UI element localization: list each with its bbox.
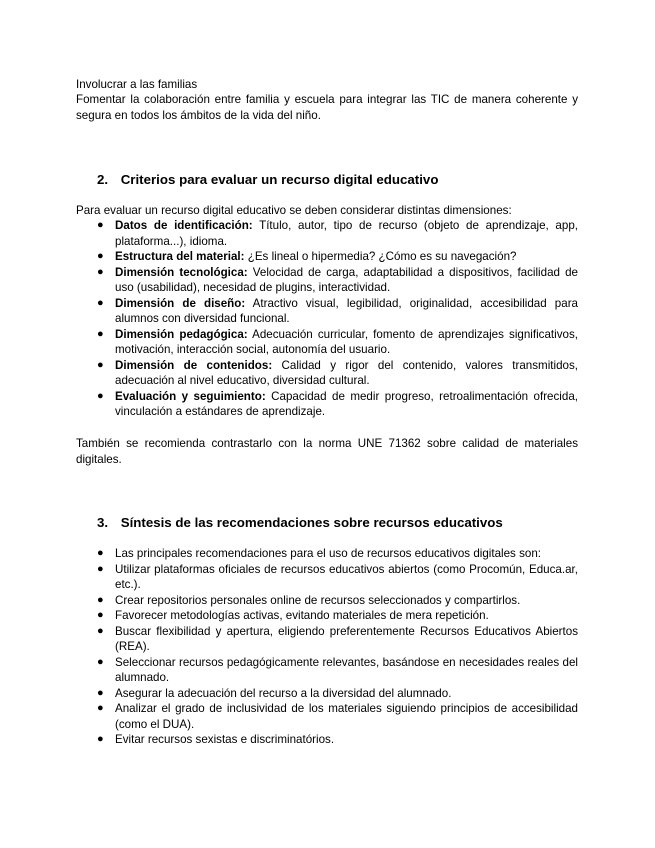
recommendations-list [97, 546, 578, 748]
section-2-lead: Para evaluar un recurso digital educativo se deben considerar distintas dimensiones: [76, 204, 512, 217]
criterion-text: Capacidad de medir progreso, retroalimentación ofrecida, vinculación a estándares de aprendizaje. [115, 389, 578, 418]
criterion-text: ¿Es lineal o hipermedia? ¿Cómo es su navegación? [244, 250, 517, 263]
criterion-text: Adecuación curricular, fomento de aprendizajes significativos, motivación, interacción social, autonomía del usuario. [115, 327, 578, 356]
bullet-icon: ● [97, 327, 104, 340]
recommendation-text: Analizar el grado de inclusividad de los materiales siguiendo principios de accesibilidad (como el DUA). [115, 702, 578, 731]
list-item [97, 249, 578, 265]
list-item [97, 218, 578, 249]
bullet-icon: ● [97, 733, 104, 745]
section-2-title: Criterios para evaluar un recurso digital educativo [120, 172, 439, 187]
bullet-icon: ● [97, 624, 104, 637]
bullet-icon: ● [97, 250, 104, 262]
list-item [97, 358, 578, 389]
criterion-term: Dimensión tecnológica: [115, 265, 248, 279]
intro-paragraph: Fomentar la colaboración entre familia y escuela para integrar las TIC de manera coherente y segura en todos los ámbitos de la vida del niño. [76, 93, 578, 122]
list-item [97, 701, 578, 732]
intro-title: Involucrar a las familias [76, 78, 198, 91]
bullet-icon: ● [97, 358, 104, 371]
bullet-icon: ● [97, 562, 104, 575]
bullet-icon: ● [97, 593, 104, 606]
recommendation-text: Evitar recursos sexistas e discriminatórios. [115, 733, 335, 746]
recommendation-text: Asegurar la adecuación del recurso a la diversidad del alumnado. [115, 686, 452, 700]
list-item [97, 562, 578, 593]
recommendation-text: Buscar flexibilidad y apertura, eligiendo preferentemente Recursos Educativos Abiertos (REA). [115, 624, 578, 653]
bullet-icon: ● [97, 686, 104, 699]
bullet-icon: ● [97, 296, 104, 309]
bullet-icon: ● [97, 702, 104, 714]
list-item [97, 608, 578, 624]
list-item [97, 389, 578, 420]
bullet-icon: ● [97, 609, 104, 621]
bullet-icon: ● [97, 547, 104, 559]
criterion-term: Dimensión de contenidos: [115, 358, 273, 372]
recommendation-text: Las principales recomendaciones para el uso de recursos educativos digitales son: [115, 547, 541, 560]
list-item [97, 296, 578, 327]
bullet-icon: ● [97, 655, 104, 668]
bullet-icon: ● [97, 219, 104, 231]
recommendation-text: Crear repositorios personales online de recursos seleccionados y compartirlos. [115, 593, 521, 607]
list-item [97, 593, 578, 609]
list-item [97, 546, 578, 562]
criterion-text: Título, autor, tipo de recurso (objeto de aprendizaje, app, plataforma...), idioma. [115, 219, 579, 248]
bullet-icon: ● [97, 265, 104, 278]
criterion-term: Dimensión de diseño: [115, 296, 246, 310]
bullet-icon: ● [97, 389, 104, 402]
section-2-closing: También se recomienda contrastarlo con la norma UNE 71362 sobre calidad de materiales digitales. [76, 437, 578, 466]
list-item [97, 265, 578, 296]
criterion-text: Atractivo visual, legibilidad, originalidad, accesibilidad para alumnos con diversidad funcional. [115, 296, 579, 325]
criterion-text: Velocidad de carga, adaptabilidad a dispositivos, facilidad de uso (usabilidad), necesidad de plugins, interactividad. [115, 265, 578, 294]
criterion-term: Estructura del material: [115, 250, 245, 263]
recommendation-text: Favorecer metodologías activas, evitando materiales de mera repetición. [115, 609, 489, 622]
recommendation-text: Utilizar plataformas oficiales de recursos educativos abiertos (como Procomún, Educa.ar, etc.). [115, 562, 578, 591]
list-item [97, 624, 578, 655]
list-item [97, 732, 578, 748]
section-3-heading [97, 514, 577, 531]
list-item [97, 686, 578, 702]
section-3-title: Síntesis de las recomendaciones sobre recursos educativos [120, 515, 503, 530]
criterion-term: Datos de identificación: [115, 219, 253, 232]
criterion-term: Evaluación y seguimiento: [115, 389, 266, 403]
section-2-heading [97, 171, 577, 188]
list-item [97, 655, 578, 686]
section-2-number: 2. [97, 172, 109, 187]
criteria-list [97, 218, 578, 420]
criterion-term: Dimensión pedagógica: [115, 327, 248, 341]
list-item [97, 327, 578, 358]
criterion-text: Calidad y rigor del contenido, valores transmitidos, adecuación al nivel educativo, diversidad cultural. [115, 358, 578, 387]
recommendation-text: Seleccionar recursos pedagógicamente relevantes, basándose en necesidades reales del alumnado. [115, 655, 578, 684]
section-3-number: 3. [97, 515, 109, 530]
